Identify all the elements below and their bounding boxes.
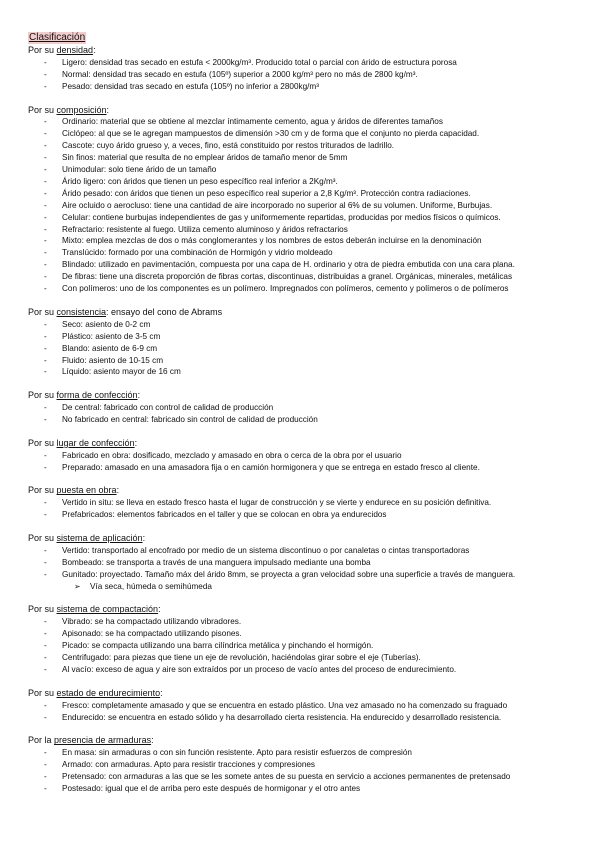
item-description: : resistente al fuego. Utiliza cemento aluminoso y áridos refractarios — [102, 224, 348, 234]
section-heading — [28, 604, 588, 616]
item-description: : asiento de 10-15 cm — [84, 355, 164, 365]
item-term: Postesado — [62, 784, 101, 794]
item-term: Gunitado — [62, 569, 96, 579]
item-term: Seco — [62, 319, 81, 329]
item-term: Unimodular — [62, 165, 104, 175]
section — [28, 688, 588, 724]
item-term: Líquido — [62, 367, 89, 377]
section-spacer — [28, 378, 588, 390]
item-description: : transportado al encofrado por medio de un sistema discontinuo o por canaletas o cintas transportadoras — [87, 545, 470, 555]
section — [28, 105, 588, 296]
section-heading-prefix: Por su — [28, 104, 57, 115]
item-description: : completamente amasado y que se encuentra en estado plástico. Una vez amasado no ha comenzado su fraguado — [87, 700, 508, 710]
section-heading-suffix: : — [134, 437, 138, 448]
item-term: Vertido — [62, 545, 88, 555]
list-item — [28, 164, 588, 176]
section-heading-suffix: : — [158, 604, 161, 615]
item-term: No fabricado en central — [62, 415, 147, 425]
section-heading-prefix: Por su — [28, 390, 57, 401]
item-list — [28, 319, 588, 379]
section-heading-suffix: : — [106, 104, 110, 115]
list-item — [28, 128, 588, 140]
list-item — [28, 81, 588, 93]
list-item — [28, 545, 588, 557]
section-heading-suffix: : — [116, 485, 120, 496]
item-description: : sin armaduras o con sin función resistente. Apto para resistir esfuerzos de compresión — [94, 748, 412, 758]
item-list — [28, 402, 588, 426]
item-description: : con armaduras a las que se les somete antes de su puesta en servicio a acciones permanentes de pretensado — [103, 772, 511, 782]
item-list — [28, 57, 588, 93]
section-heading-suffix: : — [137, 390, 141, 401]
item-term: Fresco — [62, 700, 88, 710]
item-description: : asiento de 6-9 cm — [87, 343, 158, 353]
section-heading-underlined: consistencia — [56, 306, 107, 317]
item-description: : fabricado con control de calidad de producción — [99, 403, 274, 413]
item-term: Translúcido — [62, 248, 105, 258]
list-item — [28, 414, 588, 426]
list-item — [28, 450, 588, 462]
section-spacer — [28, 724, 588, 736]
list-item — [28, 247, 588, 259]
item-list — [28, 700, 588, 724]
section-heading-underlined: estado de endurecimiento — [56, 687, 161, 698]
section-heading — [28, 438, 588, 450]
section — [28, 485, 588, 521]
section-heading-prefix: Por su — [28, 485, 57, 496]
section — [28, 45, 588, 93]
title-highlight: Clasificación — [29, 32, 86, 43]
section — [28, 533, 588, 593]
list-item — [28, 152, 588, 164]
item-term: Fabricado en obra — [62, 450, 129, 460]
item-list — [28, 747, 588, 795]
list-item — [28, 628, 588, 640]
list-item — [28, 771, 588, 783]
section-spacer — [28, 593, 588, 605]
item-list — [28, 497, 588, 521]
item-term: De central — [62, 403, 100, 413]
section-heading-suffix: : — [142, 533, 146, 544]
item-term: Armado — [62, 760, 91, 770]
item-term: De fibras — [62, 272, 95, 282]
list-item — [28, 355, 588, 367]
item-description: : se compacta utilizando una barra cilíndrica metálica y pinchando el hormigón. — [87, 641, 374, 651]
item-description: : densidad tras secado en estufa < 2000kg/m³. Producido total o parcial con árido de estructura porosa — [84, 57, 457, 67]
section-heading-suffix: : ensayo del cono de Abrams — [106, 306, 223, 317]
list-item — [28, 747, 588, 759]
list-item — [28, 700, 588, 712]
item-description: : para piezas que tiene un eje de revolución, haciéndolas girar sobre el eje (Tuberías). — [108, 653, 421, 663]
section-heading-underlined: presencia de armaduras — [54, 735, 152, 746]
item-description: : asiento mayor de 16 cm — [88, 367, 181, 377]
section-spacer — [28, 474, 588, 486]
list-item — [28, 343, 588, 355]
section-heading-prefix: Por su — [28, 45, 57, 55]
list-item — [28, 462, 588, 474]
item-description: : cuyo árido grueso y, a veces, fino, está constituido por restos triturados de ladrillo. — [92, 141, 395, 151]
item-description: : se ha compactado utilizando vibradores. — [90, 617, 242, 627]
item-term: Picado — [62, 641, 88, 651]
list-item — [28, 759, 588, 771]
item-term: Blindado — [62, 260, 94, 270]
item-description: : se lleva en estado fresco hasta el lugar de construcción y se vierte y endurece en su posición definitiva. — [111, 498, 492, 508]
item-term: Ligero — [62, 57, 85, 67]
sections-container — [28, 45, 588, 795]
item-term: Bombeado — [62, 557, 102, 567]
item-list — [28, 545, 588, 581]
item-term: En masa — [62, 748, 95, 758]
list-item — [28, 366, 588, 378]
item-term: Árido ligero — [62, 176, 104, 186]
item-description: : material que resulta de no emplear áridos de tamaño menor de 5mm — [93, 153, 348, 163]
sub-item — [28, 581, 588, 593]
list-item — [28, 140, 588, 152]
section-heading — [28, 735, 588, 747]
item-description: : igual que el de arriba pero este después de hormigonar y el otro antes — [100, 784, 361, 794]
list-item — [28, 200, 588, 212]
list-item — [28, 557, 588, 569]
list-item — [28, 497, 588, 509]
list-item — [28, 640, 588, 652]
item-term: Centrifugado — [62, 653, 109, 663]
item-term: Normal — [62, 69, 89, 79]
list-item — [28, 271, 588, 283]
list-item — [28, 569, 588, 581]
item-description: : con áridos que tienen un peso específico real inferior a 2Kg/m³. — [103, 176, 338, 186]
section-heading-prefix: Por su — [28, 687, 57, 698]
item-term: Fluido — [62, 355, 85, 365]
item-description: : densidad tras secado en estufa (105º) superior a 2000 kg/m³ pero no más de 2800 kg/m³. — [88, 69, 418, 79]
item-term: Endurecido — [62, 712, 104, 722]
item-term: Ordinario — [62, 117, 96, 127]
section-spacer — [28, 295, 588, 307]
item-term: Con polímeros — [62, 284, 116, 294]
section-heading — [28, 105, 588, 117]
sub-item-text: Vía seca, húmeda o semihúmeda — [90, 581, 212, 591]
item-term: Apisonado — [62, 629, 101, 639]
section — [28, 604, 588, 675]
item-description: : con áridos que tienen un peso específico real superior a 2,8 Kg/m³. Protección contra radiaciones. — [110, 188, 471, 198]
item-term: Árido pesado — [62, 188, 111, 198]
arrow-bullet-icon: ➢ — [74, 581, 81, 591]
item-description: : elementos fabricados en el taller y que se colocan en obra ya endurecidos — [112, 510, 387, 520]
list-item — [28, 259, 588, 271]
item-term: Cascote — [62, 141, 93, 151]
section-spacer — [28, 521, 588, 533]
list-item — [28, 319, 588, 331]
list-item — [28, 212, 588, 224]
section-heading — [28, 45, 588, 57]
list-item — [28, 224, 588, 236]
list-item — [28, 116, 588, 128]
section-heading-suffix: : — [160, 687, 163, 698]
section-heading-underlined: forma de confección — [56, 390, 138, 401]
item-list — [28, 116, 588, 295]
section-heading-prefix: Por su — [28, 604, 57, 615]
item-description: : al que se le agregan mampuestos de dimensión >30 cm y de forma que el conjunto no pierda capacidad. — [93, 129, 480, 139]
section-heading — [28, 533, 588, 545]
item-list — [28, 450, 588, 474]
section-heading-underlined: puesta en obra — [56, 485, 117, 496]
list-item — [28, 402, 588, 414]
item-description: : se encuentra en estado sólido y ha desarrollado cierta resistencia. Ha endurecido y desarrollado resistencia. — [103, 712, 502, 722]
section-heading — [28, 485, 588, 497]
list-item — [28, 235, 588, 247]
list-item — [28, 712, 588, 724]
item-term: Vibrado — [62, 617, 91, 627]
list-item — [28, 783, 588, 795]
section-heading-suffix: : — [151, 735, 154, 746]
section-heading-underlined: composición — [56, 104, 107, 115]
section-heading-prefix: Por su — [28, 437, 57, 448]
section-heading-prefix: Por su — [28, 306, 57, 317]
list-item — [28, 509, 588, 521]
section-heading — [28, 307, 588, 319]
section — [28, 307, 588, 378]
item-description: : tiene una cantidad de aire incorporado no superior al 6% de su volumen. Uniforme, Burbujas. — [149, 200, 493, 210]
item-description: : dosificado, mezclado y amasado en obra o cerca de la obra por el usuario — [128, 450, 402, 460]
item-term: Ciclópeo — [62, 129, 94, 139]
item-description: : utilizado en pavimentación, compuesta por una capa de H. ordinario y otra de piedra embutida con una cara plana. — [93, 260, 515, 270]
section-heading-prefix: Por su — [28, 533, 57, 544]
item-description: : solo tiene árido de un tamaño — [103, 165, 217, 175]
item-term: Preparado — [62, 462, 101, 472]
item-term: Al vacío — [62, 665, 92, 675]
section — [28, 438, 588, 474]
item-description: : densidad tras secado en estufa (105º) no inferior a 2800kg/m³ — [89, 81, 319, 91]
item-description: : exceso de agua y aire son extraídos por un proceso de vacío antes del proceso de endurecimiento. — [91, 665, 457, 675]
section-heading-underlined: lugar de confección — [56, 437, 135, 448]
item-description: : se transporta a través de una manguera impulsado mediante una bomba — [101, 557, 371, 567]
list-item — [28, 57, 588, 69]
section — [28, 735, 588, 795]
item-description: : amasado en una amasadora fija o en camión hormigonera y que se entrega en estado fresco al cliente. — [100, 462, 480, 472]
section-spacer — [28, 426, 588, 438]
item-term: Pretensado — [62, 772, 104, 782]
item-description: : tiene una discreta proporción de fibras cortas, discontinuas, distribuidas a granel. Orgánicas, minerales, metálicas — [94, 272, 513, 282]
item-description: : con armaduras. Apto para resistir tracciones y compresiones — [90, 760, 316, 770]
item-description: : fabricado sin control de calidad de producción — [146, 415, 318, 425]
item-description: : emplea mezclas de dos o más conglomerantes y los nombres de estos deberán incluirse en la denominación — [81, 236, 482, 246]
section-heading-underlined: sistema de compactación — [56, 604, 159, 615]
section-heading — [28, 688, 588, 700]
section-heading-underlined: sistema de aplicación — [56, 533, 143, 544]
item-description: : asiento de 0-2 cm — [80, 319, 151, 329]
list-item — [28, 176, 588, 188]
section-spacer — [28, 93, 588, 105]
item-description: : contiene burbujas independientes de gas y uniformemente repartidas, producidas por medios físicos o químicos. — [87, 212, 501, 222]
list-item — [28, 652, 588, 664]
section — [28, 390, 588, 426]
item-term: Sin finos — [62, 153, 94, 163]
item-term: Aire ocluido o aerocluso — [62, 200, 150, 210]
list-item — [28, 331, 588, 343]
list-item — [28, 283, 588, 295]
item-term: Plástico — [62, 331, 91, 341]
list-item — [28, 188, 588, 200]
item-description: : uno de los componentes es un polímero. Impregnados con polímeros, cemento y polímeros o de polímeros — [115, 284, 509, 294]
item-term: Refractario — [62, 224, 103, 234]
section-heading-suffix: : — [93, 45, 96, 55]
item-list — [28, 616, 588, 676]
item-description: : asiento de 3-5 cm — [90, 331, 161, 341]
section-heading — [28, 390, 588, 402]
item-description: : material que se obtiene al mezclar íntimamente cemento, agua y áridos de diferentes tamaños — [95, 117, 443, 127]
item-term: Vertido in situ — [62, 498, 112, 508]
page-title — [28, 27, 588, 45]
item-description: : proyectado. Tamaño máx del árido 8mm, se proyecta a gran velocidad sobre una superficie a través de manguera. — [95, 569, 516, 579]
document-page — [28, 27, 588, 795]
section-spacer — [28, 676, 588, 688]
list-item — [28, 69, 588, 81]
section-heading-prefix: Por la — [28, 735, 55, 746]
item-term: Pesado — [62, 81, 90, 91]
item-term: Celular — [62, 212, 88, 222]
item-term: Prefabricados — [62, 510, 113, 520]
section-heading-underlined: densidad — [56, 45, 94, 55]
item-description: : se ha compactado utilizando pisones. — [100, 629, 242, 639]
list-item — [28, 664, 588, 676]
item-term: Mixto — [62, 236, 82, 246]
list-item — [28, 616, 588, 628]
item-description: : formado por una combinación de Hormigón y vidrio moldeado — [104, 248, 333, 258]
item-term: Blando — [62, 343, 88, 353]
